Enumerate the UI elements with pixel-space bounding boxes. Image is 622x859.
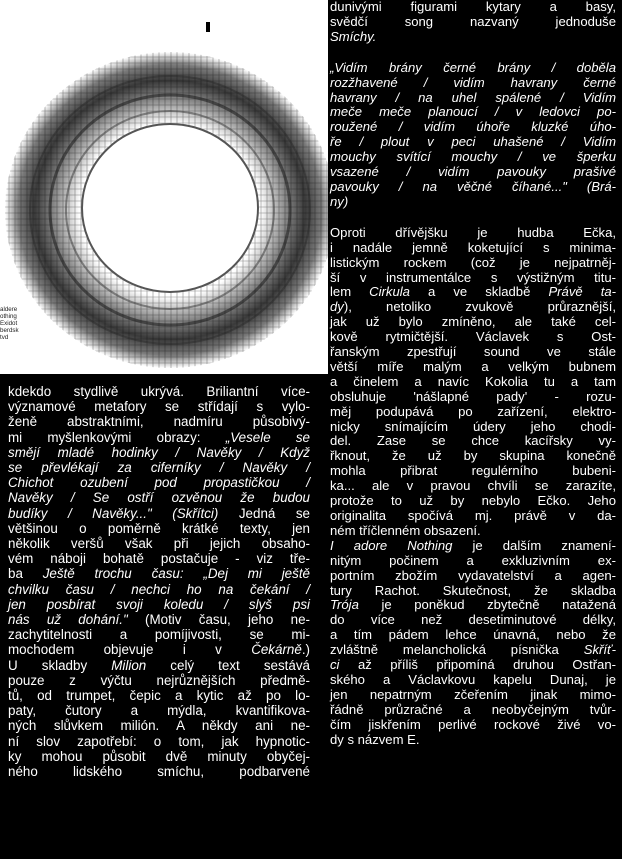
text-line: jen nepatrným zčeřením jinak mimo- [330, 686, 616, 702]
review-paragraph [330, 226, 616, 539]
text-line: řádně průzračné a neobyčejným tvůr- [330, 701, 616, 717]
text-line: dy), netoliko zvukově průraznější, [330, 299, 616, 315]
text-line: ných slůvkem milión. A někdy ani ne- [8, 718, 310, 734]
text-line: ského a Václavkovu kapelu Dunaj, je [330, 671, 616, 687]
text-line: rozžhavené / vidím havrany černé [330, 74, 616, 90]
text-line: Navěky / Se ostří ozvěnou že budou [8, 490, 310, 506]
text-line: ci až příliš připomíná druhou Ostřan- [330, 657, 616, 673]
wreath-hole [82, 124, 258, 292]
text-line: del. Zase se chce kacířsky vy- [330, 433, 616, 449]
text-line: kdekdo stydlivě ukrývá. Briliantní více- [8, 384, 310, 399]
text-line: smějí mladé hodinky / Navěky / Když [8, 444, 310, 460]
text-line: chvilku času / nechci ho na čekání / [8, 581, 310, 597]
text-line: řknout, že už by skupina konečně [330, 448, 616, 464]
text-line: větší míře malým a velkým bubnem [330, 358, 616, 374]
text-line: ře / plout v peci uhašené / Vidím [330, 134, 616, 150]
text-line: ší v instrumentálce s výstižným titu- [330, 269, 616, 285]
text-line: Trója je poněkud zbytečně natažená [330, 597, 616, 613]
text-line: mi myšlenkovými obrazy: „Vesele se [8, 429, 310, 445]
side-caption-line: berdsk [0, 327, 19, 334]
text-line: kově rytmičtější. Václavek s Ost- [330, 329, 616, 345]
text-line: pavouky / na věčné číhané..." (Brá- [330, 178, 616, 194]
lyrics-quote [330, 61, 616, 210]
text-line: budíky / Navěky..." (Skřítci) Jedná se [8, 505, 310, 521]
text-line: U skladby Milion celý text sestává [8, 657, 310, 673]
text-line: mouchy svítící mouchy / ve šperku [330, 149, 616, 165]
text-line: zvláštně melancholická písnička Skříť- [330, 642, 616, 658]
text-line: významové metafory se střídají s vylo- [8, 399, 310, 415]
text-line: tury Rachot. Skutečnost, že skladba [330, 582, 616, 598]
text-line: „Vidím brány černé brány / doběla [330, 59, 616, 75]
side-caption-line: tvd [0, 334, 9, 341]
side-caption [0, 306, 19, 341]
text-line: Oproti dřívějšku je hudba Ečka, [330, 224, 616, 240]
text-line: Smíchy. [330, 28, 377, 44]
right-text-column [330, 0, 616, 748]
text-line: listickým rockem (což je nejpatrněj- [330, 254, 616, 270]
text-line: ného lidského smíchu, podbarvené [8, 764, 310, 780]
text-line: do více než desetiminutové délky, [330, 612, 616, 628]
left-text-column [8, 384, 310, 779]
text-line: ny) [330, 193, 349, 209]
text-line: i nadále jemně koketující s minima- [330, 239, 616, 255]
text-line: ném tříčlenném obsazení. [330, 522, 481, 538]
text-line: dunivými figurami kytary a basy, [330, 0, 616, 14]
text-line: Chichot ozubení pod propastičkou / [8, 475, 310, 491]
text-line: meče meče planoucí / v ledovci po- [330, 104, 616, 120]
text-line: nás už dohání." (Motiv času, jeho ne- [8, 612, 310, 628]
text-line: řanským zpestřují sound ve stále [330, 344, 616, 360]
ink-mark [206, 22, 210, 32]
text-line: ky mohou působit dvě minuty obyčej- [8, 748, 310, 764]
text-line: dy s názvem E. [330, 731, 420, 747]
text-line: svědčí song nazvaný jednoduše [330, 13, 616, 29]
text-line: a tím pádem lehce únavná, nebo že [330, 627, 616, 643]
text-line: měj podupává po zařízení, elektro- [330, 403, 616, 419]
text-line: několik veršů však při jejich obsaho- [8, 536, 310, 552]
text-line: ženě abstraktními, nadmíru působivý- [8, 414, 310, 430]
text-line: lem Cirkula a ve skladbě Právě ta- [330, 284, 616, 300]
review-paragraph [330, 539, 616, 748]
text-line: roužené / vidím úhoře kluzké úho- [330, 119, 616, 135]
text-line: ba Ještě trochu času: „Dej mi ještě [8, 566, 310, 582]
text-line: vém náboji bohatě postačuje - viz tře- [8, 551, 310, 567]
text-line: portním zbožím vydavatelství a agen- [330, 567, 616, 583]
text-line: se převlékají za ciferníky / Navěky / [8, 460, 310, 476]
text-line: vsazené / vidím pavouky prašivé [330, 164, 616, 180]
side-caption-line: Exidot [0, 320, 18, 327]
text-line: mochodem objevuje i v Čekárně.) [8, 642, 310, 658]
text-line: I adore Nothing je dalším znamení- [330, 537, 616, 553]
text-line: pouze z výčtu nejrůznějších předmě- [8, 672, 310, 688]
text-line: nicky snímajícím údery jeho chodi- [330, 418, 616, 434]
text-line: většinou o poměrně krátké texty, jen [8, 520, 310, 536]
text-line: mohla přibrat regulérního bubeni- [330, 463, 616, 479]
review-paragraph [330, 0, 616, 45]
text-line: havrany / na uhel spálené / Vidím [330, 89, 616, 105]
side-caption-line: othing [0, 313, 17, 320]
text-line: protože to už by nebylo Ečko. Jeho [330, 493, 616, 509]
text-line: zachytitelnosti a pomíjivosti, se mi- [8, 627, 310, 643]
wreath-illustration [0, 0, 328, 374]
cover-photo [0, 0, 328, 374]
text-line: ní slov zapotřebí: o tom, jak hypnotic- [8, 733, 310, 749]
text-line: jak už bylo zmíněno, ale také cel- [330, 314, 616, 330]
text-line: paty, čutory a mýdla, kvantifikova- [8, 703, 310, 719]
text-line: nitým počinem a exkluzivním ex- [330, 552, 616, 568]
text-line: obsluhuje 'nášlapné pady' - rozu- [330, 388, 616, 404]
text-line: originalita spočívá mj. právě v da- [330, 508, 616, 523]
text-line: ka... ale v pravou chvíli se zarazíte, [330, 478, 616, 494]
text-line: a činelem a navíc Kokolia tu a tam [330, 373, 616, 389]
text-line: jen posbírat svoji koledu / slyš psi [8, 596, 310, 612]
text-line: čím jiskřením perlivé rockové živé vo- [330, 716, 616, 732]
text-line: tů, od trumpet, čepic a kytic až po lo- [8, 688, 310, 704]
side-caption-line: aldere [0, 306, 18, 313]
